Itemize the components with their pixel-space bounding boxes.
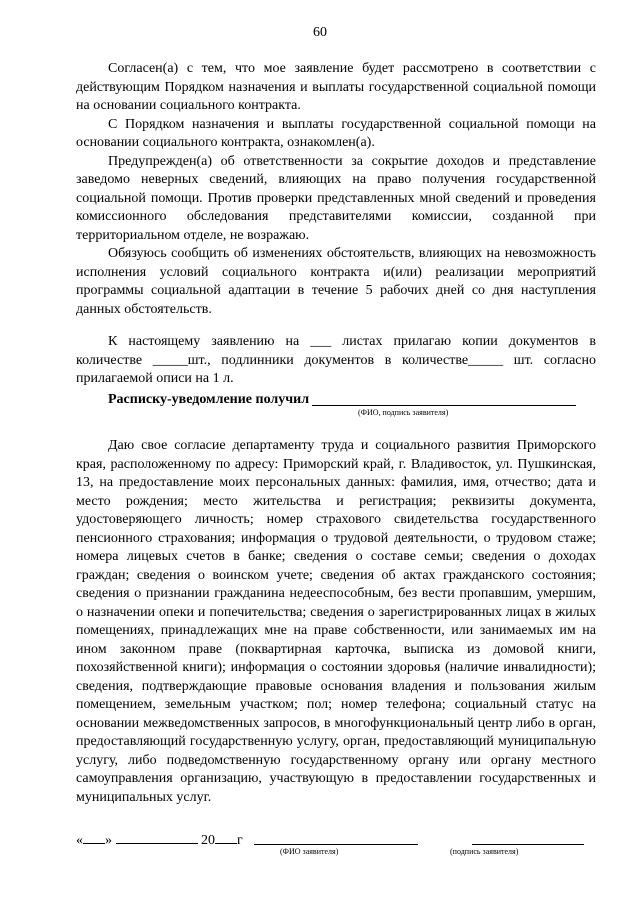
year-field[interactable] <box>215 830 237 844</box>
quote-open: « <box>76 833 83 848</box>
fio-caption: (ФИО заявителя) <box>280 847 339 856</box>
receipt-signature-field[interactable] <box>312 405 576 406</box>
date-row <box>76 830 243 849</box>
quote-close: » <box>105 833 112 848</box>
page-number: 60 <box>313 25 327 40</box>
consent-paragraph: Даю свое согласие департаменту труда и социального развития Приморского края, расположенному по адресу: Приморский край, г. Владивосток, ул. Пушкинская, 13, на предоставление моих персональных данных: фамилия, имя, отчество; дата и место рождения; место жительства и регистрация; реквизиты документа, удостоверяющего личность; номер страхового свидетельства государственного пенсионного страхования; информация о трудовой деятельности, о трудовом стаже; номера лицевых счетов в банке; сведения о составе семьи; сведения о доходах граждан; сведения о воинском учете; сведения об актах гражданского состояния; сведения о признании гражданина недееспособным, без вести пропавшим, умершим, о назначении опеки и попечительства; сведения о зарегистрированных лицах в жилых помещениях, принадлежащих мне на праве собственности, или занимаемых им на ином законном праве (поквартирная карточка, выписка из домовой книги, похозяйственной книги); информация о состоянии здоровья (наличие инвалидности); сведения, подтверждающие правовые основания владения и пользования жилым помещением, земельным участком; пол; номер телефона; социальный статус на основании межведомственных запросов, в многофункциональный центр либо в орган, предоставляющий государственную услугу, орган, предоставляющий муниципальную услугу, либо подведомственную государственному органу или органу местного самоуправления организацию, участвующую в предоставлении государственных и муниципальных услуг. <box>76 438 596 805</box>
consent-section <box>76 437 596 807</box>
signature-field[interactable] <box>472 830 584 845</box>
statement-obligation: Обязуюсь сообщить об изменениях обстоятельств, влияющих на невозможность исполнения условий социального контракта и(или) реализации мероприятий программы социальной адаптации в течение 5 рабочих дней со дня наступления данных обстоятельств. <box>76 246 596 317</box>
year-prefix: 20 <box>201 833 215 848</box>
fio-field[interactable] <box>254 830 418 845</box>
month-field[interactable] <box>116 830 198 844</box>
statement-warned: Предупрежден(а) об ответственности за сокрытие доходов и представление заведомо неверных сведений, влияющих на право получения государственной социальной помощи. Против проверки представленных мной сведений и проведения комиссионного обследования представителями комиссии, созданной при территориальном отделе, не возражаю. <box>76 153 596 243</box>
year-suffix: г <box>237 833 243 848</box>
statement-consideration: Согласен(а) с тем, что мое заявление будет рассмотрено в соответствии с действующим Порядком назначения и выплаты государственной социальной помощи на основании социального контракта. <box>76 61 596 113</box>
receipt-caption: (ФИО, подпись заявителя) <box>358 408 449 417</box>
statement-acquainted: С Порядком назначения и выплаты государственной социальной помощи на основании социального контракта, ознакомлен(а). <box>76 116 596 150</box>
spacer <box>76 319 596 333</box>
day-field[interactable] <box>83 830 105 844</box>
receipt-label: Расписку-уведомление получил <box>108 392 310 407</box>
signature-caption: (подпись заявителя) <box>450 847 519 856</box>
statement-attachments: К настоящему заявлению на ___ листах прилагаю копии документов в количестве _____шт., подлинники документов в количестве_____ шт. согласно прилагаемой описи на 1 л. <box>76 334 596 386</box>
statements-section <box>76 60 596 389</box>
